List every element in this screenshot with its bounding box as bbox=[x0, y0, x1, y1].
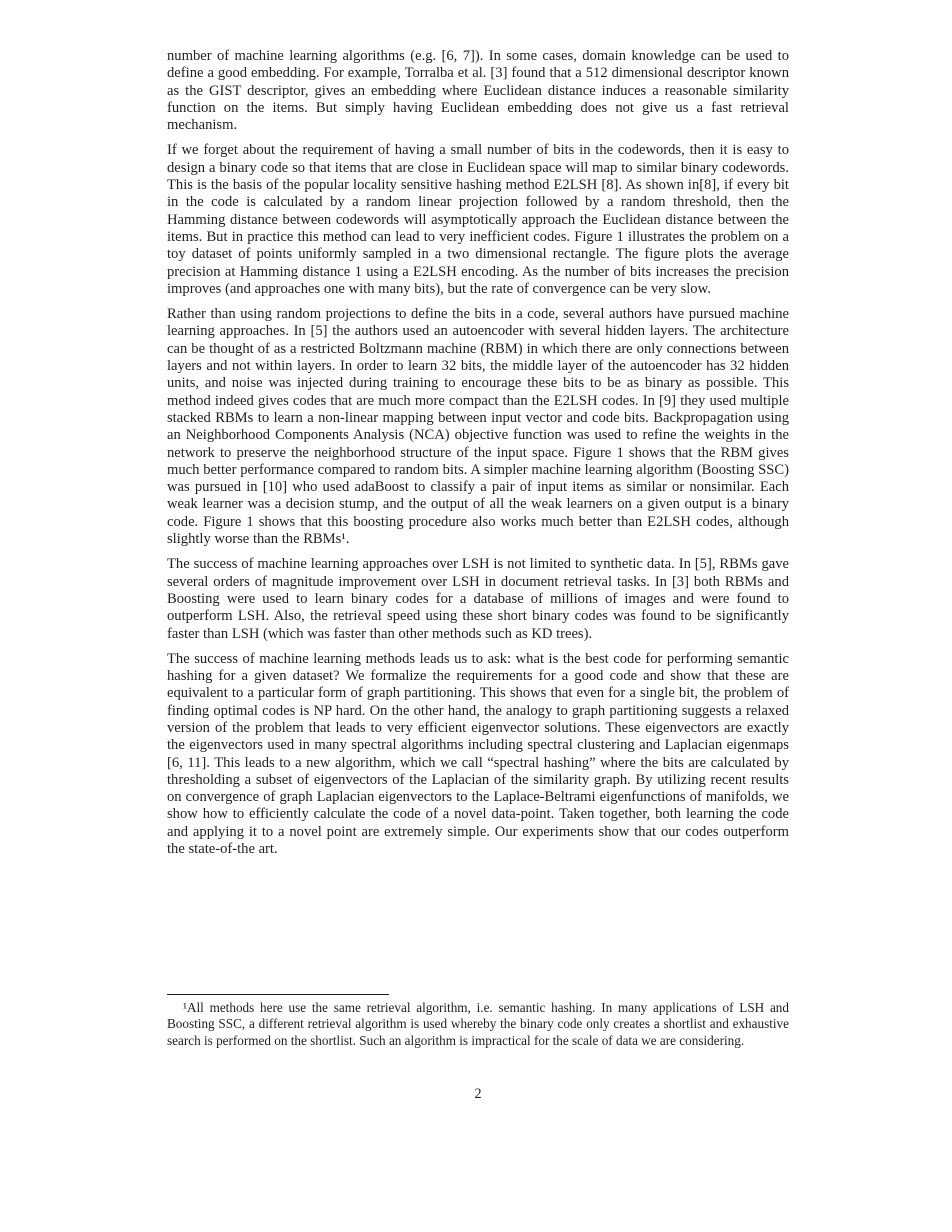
footnote-area bbox=[167, 994, 789, 1049]
body-column bbox=[167, 48, 789, 866]
body-paragraph-5: The success of machine learning methods leads us to ask: what is the best code for performing semantic hashing for a given dataset? We formalize the requirements for a good code and show that these are equivalent to a particular form of graph partitioning. This shows that even for a single bit, the problem of finding optimal codes is NP hard. On the other hand, the analogy to graph partitioning suggests a relaxed version of the problem that leads to very efficient eigenvector solutions. These eigenvectors are exactly the eigenvectors used in many spectral algorithms including spectral clustering and Laplacian eigenmaps [6, 11]. This leads to a new algorithm, which we call “spectral hashing” where the bits are calculated by thresholding a subset of eigenvectors of the Laplacian of the similarity graph. By utilizing recent results on convergence of graph Laplacian eigenvectors to the Laplace-Beltrami eigenfunctions of manifolds, we show how to efficiently calculate the code of a novel data-point. Taken together, both learning the code and applying it to a novel point are extremely simple. Our experiments show that our codes outperform the state-of-the art. bbox=[167, 650, 789, 858]
footnote-text: ¹All methods here use the same retrieval algorithm, i.e. semantic hashing. In many applications of LSH and Boosting SSC, a different retrieval algorithm is used whereby the binary code only creates a shortlist and exhaustive search is performed on the shortlist. Such an algorithm is impractical for the scale of data we are considering. bbox=[167, 1000, 789, 1048]
body-paragraph-3: Rather than using random projections to define the bits in a code, several authors have pursued machine learning approaches. In [5] the authors used an autoencoder with several hidden layers. The architecture can be thought of as a restricted Boltzmann machine (RBM) in which there are only connections between layers and not within layers. In order to learn 32 bits, the middle layer of the autoencoder has 32 hidden units, and noise was injected during training to encourage these bits to be as binary as possible. This method indeed gives codes that are much more compact than the E2LSH codes. In [9] they used multiple stacked RBMs to learn a non-linear mapping between input vector and code bits. Backpropagation using an Neighborhood Components Analysis (NCA) objective function was used to refine the weights in the network to preserve the neighborhood structure of the input space. Figure 1 shows that the RBM gives much better performance compared to random bits. A simpler machine learning algorithm (Boosting SSC) was pursued in [10] who used adaBoost to classify a pair of input items as similar or nonsimilar. Each weak learner was a decision stump, and the output of all the weak learners on a given output is a binary code. Figure 1 shows that this boosting procedure also works much better than E2LSH codes, although slightly worse than the RBMs¹. bbox=[167, 306, 789, 548]
body-paragraph-4: The success of machine learning approaches over LSH is not limited to synthetic data. In [5], RBMs gave several orders of magnitude improvement over LSH in document retrieval tasks. In [3] both RBMs and Boosting were used to learn binary codes for a database of millions of images and were found to outperform LSH. Also, the retrieval speed using these short binary codes was found to be significantly faster than LSH (which was faster than other methods such as KD trees). bbox=[167, 556, 789, 642]
page-number: 2 bbox=[474, 1086, 482, 1102]
body-paragraph-2: If we forget about the requirement of having a small number of bits in the codewords, then it is easy to design a binary code so that items that are close in Euclidean space will map to similar binary codewords. This is the basis of the popular locality sensitive hashing method E2LSH [8]. As shown in[8], if every bit in the code is calculated by a random linear projection followed by a random threshold, then the Hamming distance between codewords will asymptotically approach the Euclidean distance between the items. But in practice this method can lead to very inefficient codes. Figure 1 illustrates the problem on a toy dataset of points uniformly sampled in a two dimensional rectangle. The figure plots the average precision at Hamming distance 1 using a E2LSH encoding. As the number of bits increases the precision improves (and approaches one with many bits), but the rate of convergence can be very slow. bbox=[167, 142, 789, 297]
footnote-rule bbox=[167, 994, 389, 995]
body-paragraph-1: number of machine learning algorithms (e.g. [6, 7]). In some cases, domain knowledge can be used to define a good embedding. For example, Torralba et al. [3] found that a 512 dimensional descriptor known as the GIST descriptor, gives an embedding where Euclidean distance induces a reasonable similarity function on the items. But simply having Euclidean embedding does not give us a fast retrieval mechanism. bbox=[167, 48, 789, 134]
